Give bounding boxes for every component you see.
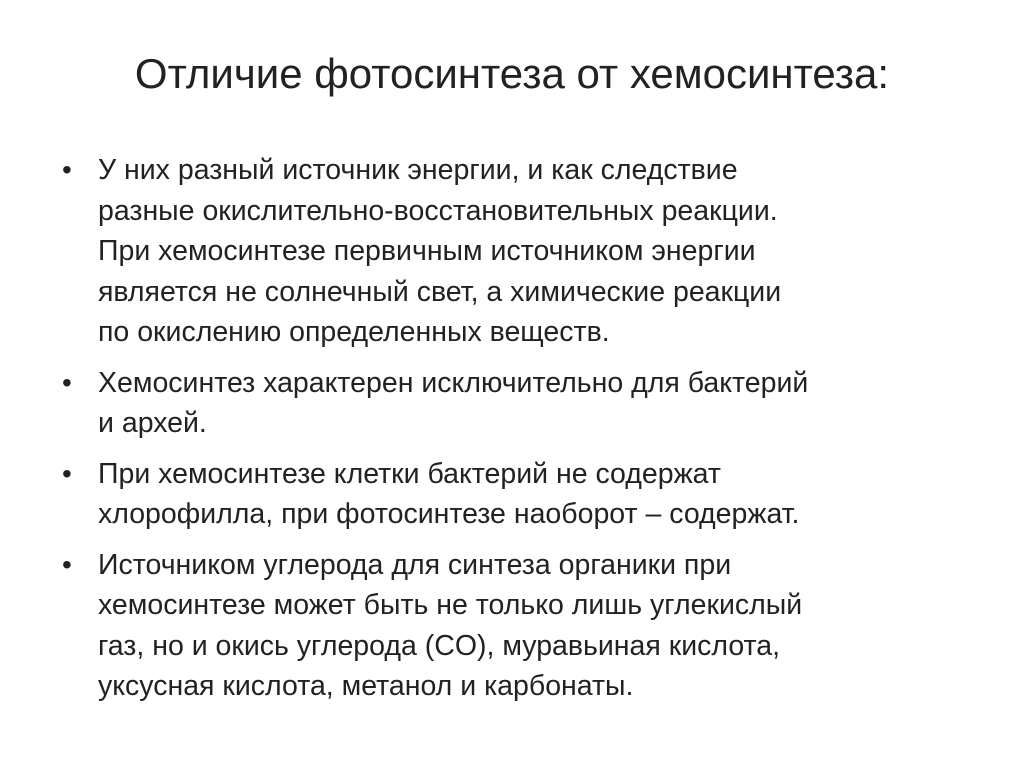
- bullet-line: уксусная кислота, метанол и карбонаты.: [98, 670, 634, 702]
- bullet-item-chlorophyll: [62, 454, 982, 535]
- bullet-line: При хемосинтезе клетки бактерий не содержат: [98, 457, 721, 490]
- bullet-icon: •: [62, 154, 72, 185]
- bullet-line: газ, но и окись углерода (CO), муравьиная кислота,: [98, 629, 781, 662]
- bullet-line: хемосинтезе может быть не только лишь углекислый: [98, 589, 803, 621]
- slide-title: Отличие фотосинтеза от хемосинтеза:: [134, 50, 890, 97]
- bullet-list: [62, 150, 982, 717]
- bullet-line: и архей.: [98, 407, 207, 439]
- bullet-icon: •: [62, 548, 72, 580]
- bullet-item-bacteria-archaea: [62, 363, 982, 444]
- bullet-text: [98, 363, 982, 444]
- bullet-line: Хемосинтез характерен исключительно для бактерий: [98, 366, 809, 399]
- bullet-text: [98, 545, 982, 707]
- bullet-line: по окислению определенных веществ.: [98, 316, 610, 348]
- bullet-text: [98, 150, 982, 353]
- bullet-item-energy-source: [62, 150, 982, 353]
- bullet-line: У них разный источник энергии, и как следствие: [98, 154, 738, 186]
- bullet-icon: •: [62, 457, 72, 489]
- bullet-line: является не солнечный свет, а химические реакции: [98, 275, 782, 308]
- bullet-text: [98, 454, 982, 535]
- bullet-item-carbon-source: [62, 545, 982, 707]
- bullet-line: хлорофилла, при фотосинтезе наоборот – содержат.: [98, 498, 800, 530]
- bullet-line: разные окислительно-восстановительных реакции.: [98, 194, 778, 227]
- bullet-line: При хемосинтезе первичным источником энергии: [98, 235, 756, 267]
- bullet-line: Источником углерода для синтеза органики при: [98, 548, 732, 581]
- bullet-icon: •: [62, 366, 72, 398]
